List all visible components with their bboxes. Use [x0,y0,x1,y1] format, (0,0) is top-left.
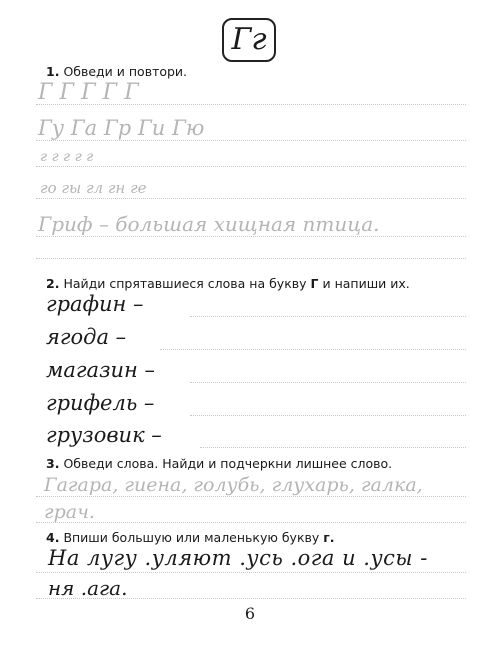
writing-line [36,522,466,523]
writing-line [36,140,466,141]
writing-line [36,258,466,259]
page-number: 6 [244,604,256,623]
fill-sentence-line-2: ня .ага. [48,576,128,600]
answer-line [190,316,466,317]
exercise-2-number: 2. [46,276,60,291]
exercise-4-letter: г. [323,530,335,545]
hidden-word-2: ягода – [46,325,127,349]
letter-box: Гг [222,18,276,62]
fill-sentence-line-1: На лугу .уляют .усь .ога и .усы - [48,546,428,570]
hidden-word-3: магазин – [46,358,156,382]
writing-line [36,236,466,237]
hidden-word-4: грифель – [46,391,155,415]
answer-line [190,415,466,416]
trace-row-4: го гы гл гн ге [40,179,147,197]
exercise-1-number: 1. [46,64,60,79]
exercise-1-title [46,64,187,79]
writing-line [36,572,466,573]
exercise-2-text-before: Найди спрятавшиеся слова на букву [63,276,307,291]
trace-row-5: Гриф – большая хищная птица. [38,212,380,236]
exercise-2-text-after: и напиши их. [322,276,410,291]
writing-line [36,198,466,199]
trace-words-line-2: грач. [44,501,95,523]
trace-row-1: Г Г Г Г Г [38,80,139,105]
hidden-word-1: графин – [46,292,144,316]
exercise-3-number: 3. [46,456,60,471]
trace-row-3: г г г г г [40,149,94,165]
answer-line [190,382,466,383]
answer-line [200,447,466,448]
trace-row-2: Гу Га Гр Ги Гю [38,116,205,140]
exercise-4-number: 4. [46,530,60,545]
exercise-4-title [46,530,335,545]
hidden-word-5: грузовик – [46,423,162,447]
trace-words-line-1: Гагара, гиена, голубь, глухарь, галка, [44,474,423,496]
writing-line [36,496,466,497]
exercise-2-title [46,276,410,291]
exercise-2-letter: Г [310,276,319,291]
exercise-3-title [46,456,392,471]
answer-line [160,349,466,350]
writing-line [36,166,466,167]
exercise-1-text: Обведи и повтори. [63,64,188,79]
exercise-3-text: Обведи слова. Найди и подчеркни лишнее слово. [63,456,393,471]
exercise-4-text-before: Впиши большую или маленькую букву [63,530,320,545]
